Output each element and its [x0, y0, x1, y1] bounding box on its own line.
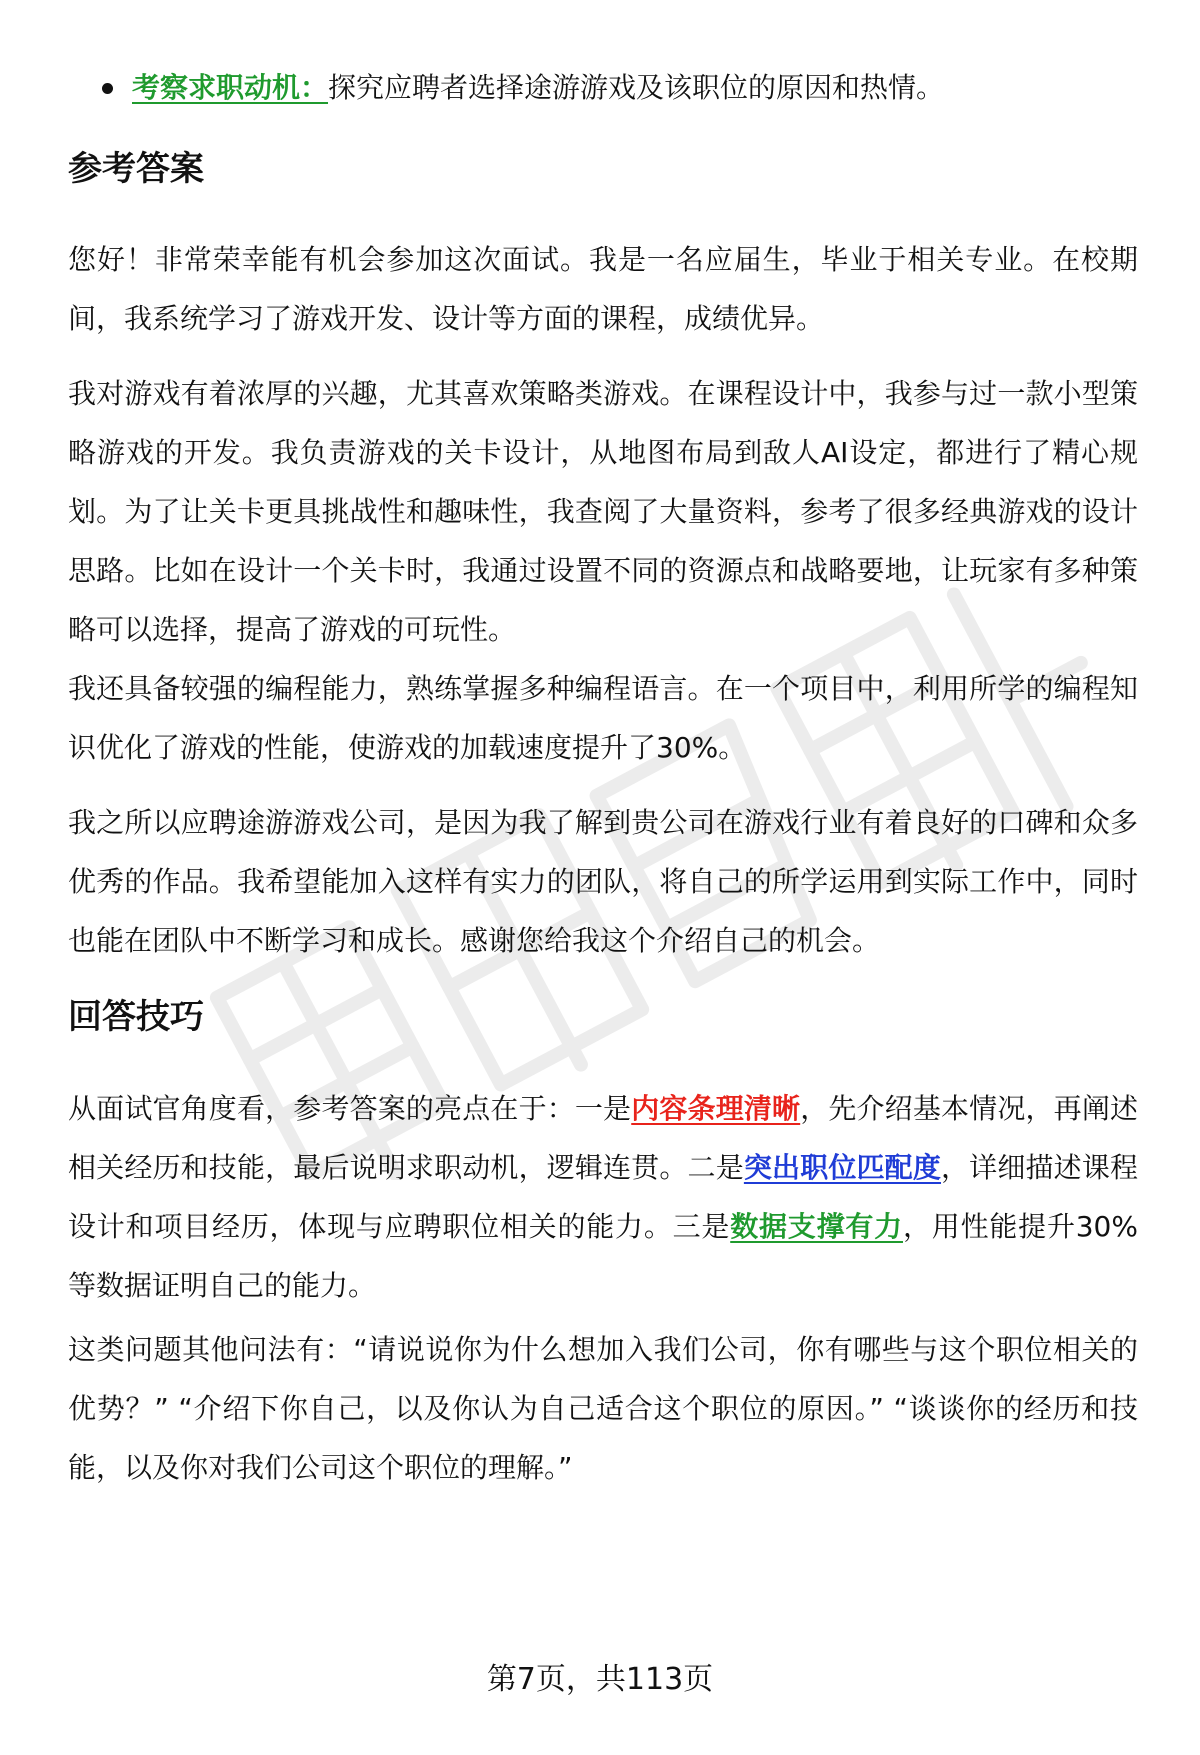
tips-text-part-1: 从面试官角度看，参考答案的亮点在于：一是 — [68, 1092, 632, 1125]
tips-keyword-job-match: 突出职位匹配度 — [743, 1151, 942, 1184]
heading-answer-tips: 回答技巧 — [68, 997, 204, 1037]
answer-paragraph-1: 您好！非常荣幸能有机会参加这次面试。我是一名应届生，毕业于相关专业。在校期间，我系统学习了游戏开发、设计等方面的课程，成绩优异。 — [68, 243, 1138, 335]
tips-text-part-3: ，详细描述课程设计和项目经历，体现与应聘职位相关的能力。三是 — [68, 1151, 1138, 1243]
answer-paragraph-4: 我之所以应聘途游游戏公司，是因为我了解到贵公司在游戏行业有着良好的口碑和众多优秀的作品。我希望能加入这样有实力的团队，将自己的所学运用到实际工作中，同时也能在团队中不断学习和成长。感谢您给我这个介绍自己的机会。 — [68, 806, 1138, 957]
bullet-description: 探究应聘者选择途游游戏及该职位的原因和热情。 — [328, 71, 945, 104]
answer-paragraph-3: 我还具备较强的编程能力，熟练掌握多种编程语言。在一个项目中，利用所学的编程知识优化了游戏的性能，使游戏的加载速度提升了30%。 — [68, 672, 1138, 764]
answer-paragraph-2: 我对游戏有着浓厚的兴趣，尤其喜欢策略类游戏。在课程设计中，我参与过一款小型策略游戏的开发。我负责游戏的关卡设计，从地图布局到敌人AI设定，都进行了精心规划。为了让关卡更具挑战性和趣味性，我查阅了大量资料，参考了很多经典游戏的设计思路。比如在设计一个关卡时，我通过设置不同的资源点和战略要地，让玩家有多种策略可以选择，提高了游戏的可玩性。 — [68, 377, 1138, 646]
tips-keyword-data-support: 数据支撑有力 — [730, 1210, 903, 1243]
tips-text-part-4: ，用性能提升30%等数据证明自己的能力。 — [68, 1210, 1138, 1302]
bullet-dot — [102, 83, 113, 94]
page-number-footer: 第7页，共113页 — [486, 1662, 714, 1697]
bullet-text-line — [132, 62, 944, 114]
tips-paragraph-1 — [68, 1079, 1138, 1315]
heading-reference-answer: 参考答案 — [68, 149, 204, 189]
bullet-keyword: 考察求职动机： — [132, 71, 329, 104]
tips-text-part-2: ，先介绍基本情况，再阐述相关经历和技能，最后说明求职动机，逻辑连贯。二是 — [68, 1092, 1138, 1184]
tips-paragraph-2: 这类问题其他问法有：“请说说你为什么想加入我们公司，你有哪些与这个职位相关的优势？” “介绍下你自己，以及你认为自己适合这个职位的原因。” “谈谈你的经历和技能，以及你对我们公司这个职位的理解。” — [68, 1333, 1138, 1484]
tips-keyword-clear-structure: 内容条理清晰 — [631, 1092, 801, 1125]
